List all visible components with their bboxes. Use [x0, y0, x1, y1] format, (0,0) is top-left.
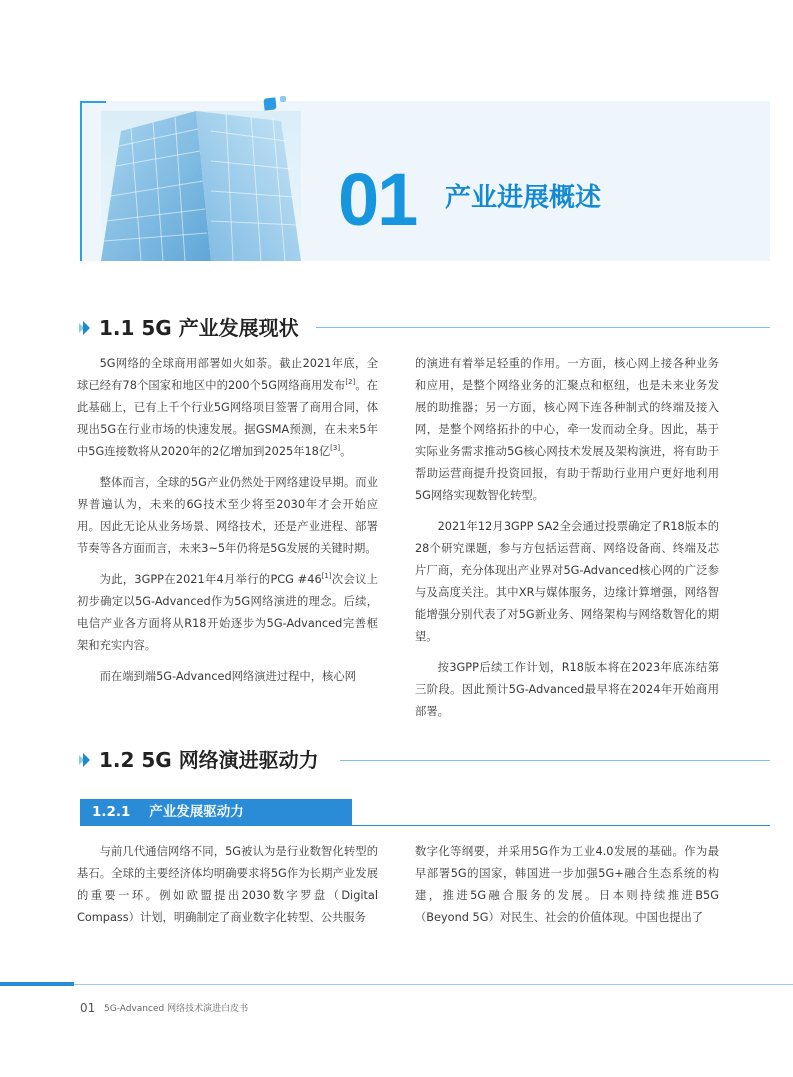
paragraph: 数字化等纲要，并采用5G作为工业4.0发展的基础。作为最早部署5G的国家，韩国进一步加强5G+融合生态系统的构建，推进5G融合服务的发展。日本则持续推进B5G（Beyond 5G）对民生、社会的价值体现。中国也提出了: [415, 845, 719, 924]
footer-accent: [0, 982, 74, 986]
paragraph: 与前几代通信网络不同，5G被认为是行业数智化转型的基石。全球的主要经济体均明确要求将5G作为长期产业发展的重要一环。例如欧盟提出2030数字罗盘（Digital Compass）计划，明确制定了商业数字化转型、公共服务: [77, 845, 378, 924]
section1-right-column: [415, 353, 719, 732]
page-number: 01: [80, 1001, 96, 1015]
subsection-bar: [80, 799, 352, 826]
section2-right-column: [415, 841, 719, 938]
chapter-number: 01: [338, 158, 417, 241]
subsection-title: 1.2.1 产业发展驱动力: [92, 804, 244, 820]
paragraph: 5G网络的全球商用部署如火如荼。截止2021年底，全球已经有78个国家和地区中的200个5G网络商用发布[2]。在此基础上，已有上千个行业5G网络项目签署了商用合同，体现出5G在行业市场的快速发展。据GSMA预测，在未来5年中5G连接数将从2020年的2亿增加到2025年18亿[3]。: [77, 357, 378, 458]
section-rule: [340, 760, 770, 761]
section-arrow-icon: [79, 321, 90, 335]
paragraph: 按3GPP后续工作计划，R18版本将在2023年底冻结第三阶段。因此预计5G-Advanced最早将在2024年开始商用部署。: [415, 661, 719, 718]
chapter-title: 产业进展概述: [445, 183, 602, 213]
banner-bracket: [80, 101, 82, 261]
building-illustration: [101, 111, 301, 261]
banner-bracket-top: [80, 101, 106, 103]
section-title: 1.1 5G 产业发展现状: [99, 316, 299, 340]
paragraph: 整体而言，全球的5G产业仍然处于网络建设早期。而业界普遍认为，未来的6G技术至少将至2030年才会开始应用。因此无论从业务场景、网络技术，还是产业进程、部署节奏等各方面而言，未来3~5年仍将是5G发展的关键时期。: [77, 476, 378, 555]
paragraph: 而在端到端5G-Advanced网络演进过程中，核心网: [99, 670, 356, 683]
footer-rule: [0, 984, 793, 985]
section-arrow-icon: [79, 753, 90, 767]
paragraph: 为此，3GPP在2021年4月举行的PCG #46[1]次会议上初步确定以5G-Advanced作为5G网络演进的理念。后续，电信产业各方面将从R18开始逐步为5G-Advanced完善框架和充实内容。: [77, 572, 378, 652]
section-rule: [316, 327, 770, 328]
decorative-square-small: [280, 96, 286, 102]
decorative-square: [263, 97, 276, 110]
section-title: 1.2 5G 网络演进驱动力: [99, 748, 319, 772]
document-name: 5G-Advanced 网络技术演进白皮书: [104, 1004, 249, 1014]
section2-left-column: [77, 841, 378, 938]
subsection-rule: [352, 825, 770, 826]
paragraph: 2021年12月3GPP SA2全会通过投票确定了R18版本的28个研究课题，参与方包括运营商、网络设备商、终端及芯片厂商，充分体现出产业界对5G-Advanced核心网的广泛参与及高度关注。其中XR与媒体服务，边缘计算增强，网络智能增强分别代表了对5G新业务、网络架构与网络数智化的期望。: [415, 520, 719, 643]
paragraph: 的演进有着举足轻重的作用。一方面，核心网上接各种业务和应用，是整个网络业务的汇聚点和枢纽，也是未来业务发展的助推器；另一方面，核心网下连各种制式的终端及接入网，是整个网络拓扑的中心，牵一发而动全身。因此，基于实际业务需求推动5G核心网技术发展及架构演进，将有助于帮助运营商提升投资回报，有助于帮助行业用户更好地利用5G网络实现数智化转型。: [415, 357, 719, 502]
section1-left-column: [77, 353, 378, 697]
